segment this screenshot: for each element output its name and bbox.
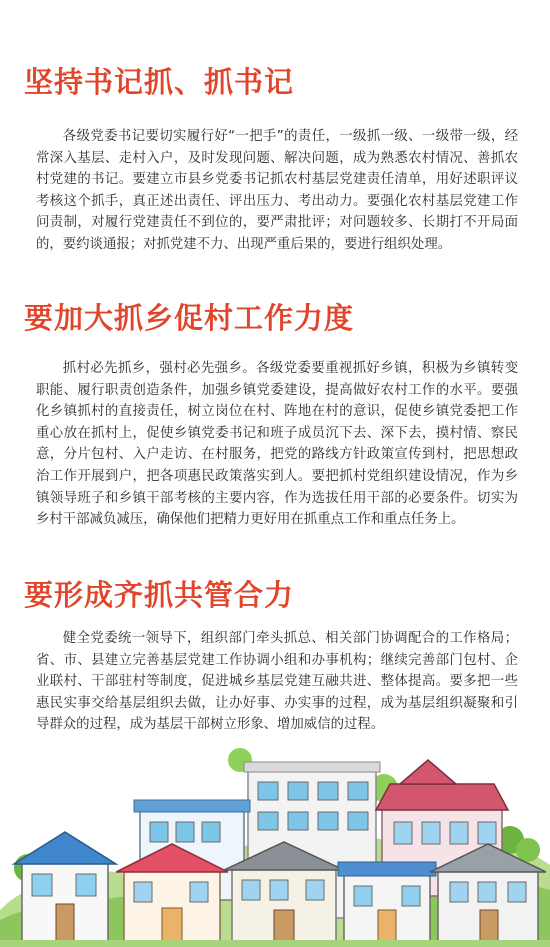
- town-illustration: [0, 740, 550, 947]
- section-title: 要加大抓乡促村工作力度: [24, 301, 355, 335]
- section-title: 坚持书记抓、抓书记: [24, 65, 295, 99]
- ground: [0, 940, 550, 947]
- right-blue-house: [338, 862, 436, 942]
- left-blue-house: [14, 832, 116, 942]
- section-title: 要形成齐抓共管合力: [24, 578, 295, 612]
- section-body: 健全党委统一领导下，组织部门牵头抓总、相关部门协调配合的工作格局；省、市、县建立完善基层党建工作协调小组和办事机构；继续完善部门包村、企业联村、干部驻村等制度，促进城乡基层党建互融共进、整体提高。要多把一些惠民实事交给基层组织去做，让办好事、办实事的过程，成为基层组织凝聚和引导群众的过程，成为基层干部树立形象、增加威信的过程。: [36, 631, 518, 733]
- section-body: 抓村必先抓乡，强村必先强乡。各级党委要重视抓好乡镇，积极为乡镇转变职能、履行职责创造条件，加强乡镇党委建设，提高做好农村工作的水平。要强化乡镇抓村的直接责任，树立岗位在村、阵地在村的意识，促使乡镇党委把工作重心放在抓村上，促使乡镇党委书记和班子成员沉下去、深下去，摸村情、察民意，分片包村、入户走访、在村服务，把党的路线方针政策宣传到村，把思想政治工作开展到户，把各项惠民政策落实到人。要把抓村党组织建设情况，作为乡镇领导班子和乡镇干部考核的主要内容，作为选拔任用干部的必要条件。切实为乡村干部减负减压，确保他们把精力更好用在抓重点工作和重点任务上。: [36, 361, 518, 528]
- section-body: 各级党委书记要切实履行好“一把手”的责任，一级抓一级、一级带一级，经常深入基层、走村入户，及时发现问题、解决问题，成为熟悉农村情况、善抓农村党建的书记。要建立市县乡党委书记抓农村基层党建责任清单，用好述职评议考核这个抓手，真正述出责任、评出压力、考出动力。要强化农村基层党建工作问责制，对履行党建责任不到位的，要严肃批评；对问题较多、长期打不开局面的，要约谈通报；对抓党建不力、出现严重后果的，要进行组织处理。: [36, 129, 518, 252]
